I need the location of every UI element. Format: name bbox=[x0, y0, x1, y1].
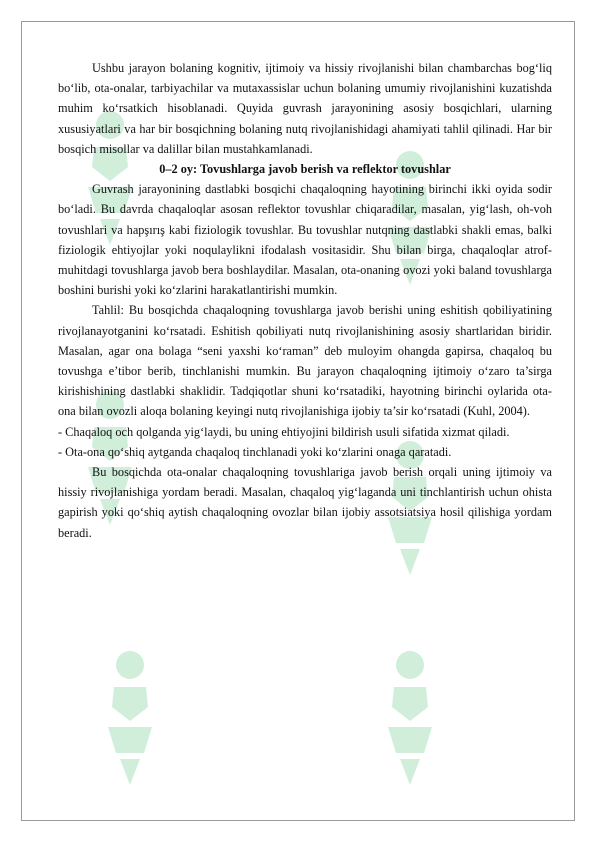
section-heading: 0–2 oy: Tovushlarga javob berish va reflektor tovushlar bbox=[159, 162, 451, 177]
document-body bbox=[58, 58, 552, 543]
paragraph-intro: Ushbu jarayon bolaning kognitiv, ijtimoiy va hissiy rivojlanishi bilan chambarchas bog‘liq bo‘lib, ota-onalar, tarbiyachilar va mutaxassislar uchun bolaning umumiy rivojlanishini kuzatishda muhim ko‘rsatkich hisoblanadi. Quyida guvrash jarayonining asosiy bosqichlari, ularning xususiyatlari va har bir bosqichning bolaning nutq rivojlanishidagi ahamiyati tahlil qilinadi. Har bir bosqich misollar va dalillar bilan mustahkamlanadi. bbox=[58, 61, 552, 156]
paragraph-stage-description: Guvrash jarayonining dastlabki bosqichi chaqaloqning hayotining birinchi ikki oyida sodir bo‘ladi. Bu davrda chaqaloqlar asosan reflektor tovushlar chiqaradilar, masalan, yig‘lash, oh-voh tovushlari va hapşırış kabi fiziologik tovushlar. Bu tovushlar nutqning dastlabki shakli emas, balki fiziologik ehtiyojlar yoki noqulaylikni ifodalash vositasidir. Shu bilan birga, chaqaloqlar atrof-muhitdagi tovushlarga javob bera boshlaydilar. Masalan, ota-onaning ovozi yoki baland tovushlarga boshini burishi yoki ko‘zlarini harakatlantirishi mumkin. bbox=[58, 182, 552, 298]
paragraph-parents-role: Bu bosqichda ota-onalar chaqaloqning tovushlariga javob berish orqali uning ijtimoiy va hissiy rivojlanishiga yordam beradi. Masalan, chaqaloq yig‘laganda uni tinchlantirish uchun ohista gapirish yoki qo‘shiq aytish chaqaloqning ovozlar bilan ijobiy assotsiatsiya hosil qilishiga yordam beradi. bbox=[58, 465, 552, 540]
paragraph-analysis: Tahlil: Bu bosqichda chaqaloqning tovushlarga javob berishi uning eshitish qobiliyatining rivojlanayotganini ko‘rsatadi. Eshitish qobiliyati nutq rivojlanishining asosiy shartlaridan biridir. Masalan, agar ona bolaga “seni yaxshi ko‘raman” deb muloyim ohangda gapirsa, chaqaloq bu tovushga e’tibor berib, tinchlanishi mumkin. Bu jarayon chaqaloqning ijtimoiy o‘zaro ta’sirga kirishishining dastlabki shaklidir. Tadqiqotlar shuni ko‘rsatadiki, hayotning birinchi oylarida ota-ona bilan ovozli aloqa bolaning keyingi nutq rivojlanishiga ijobiy ta’sir ko‘rsatadi (Kuhl, 2004). bbox=[58, 303, 552, 419]
bullet-item-singing: - Ota-ona qo‘shiq aytganda chaqaloq tinchlanadi yoki ko‘zlarini onaga qaratadi. bbox=[58, 444, 452, 459]
bullet-item-crying: - Chaqaloq och qolganda yig‘laydi, bu uning ehtiyojini bildirish usuli sifatida xizmat qiladi. bbox=[58, 424, 510, 439]
